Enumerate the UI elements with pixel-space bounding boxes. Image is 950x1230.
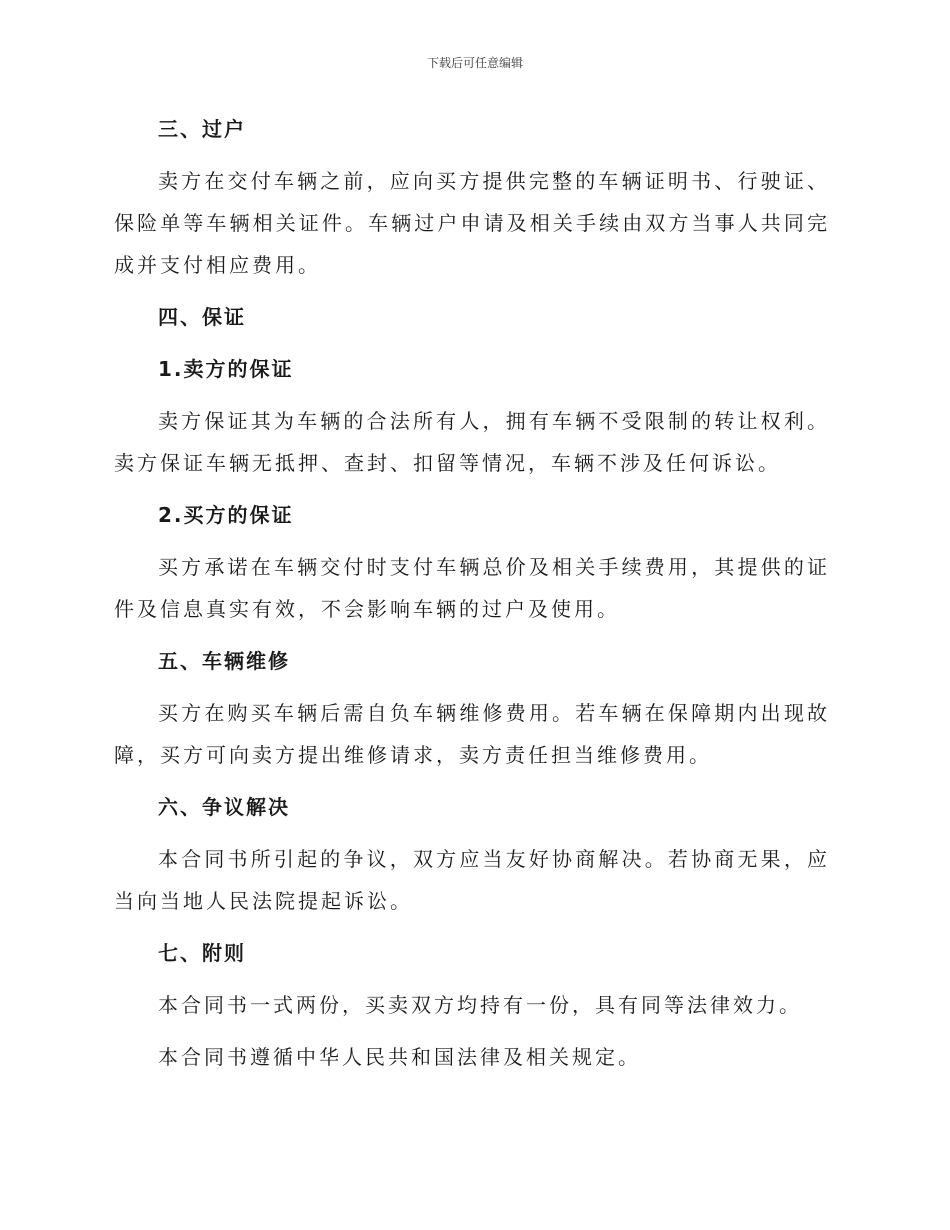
section-heading-maintenance: 五、车辆维修	[158, 649, 290, 673]
paragraph-governing-law: 本合同书遵循中华人民共和国法律及相关规定。	[158, 1045, 641, 1069]
section-heading-transfer: 三、过户	[158, 117, 246, 141]
paragraph-seller-guarantee: 卖方保证其为车辆的合法所有人，拥有车辆不受限制的转让权利。卖方保证车辆无抵押、查封、扣留等情况，车辆不涉及任何诉讼。	[114, 409, 830, 475]
section-heading-guarantee: 四、保证	[158, 305, 246, 329]
subheading-seller-guarantee: 1.卖方的保证	[158, 357, 294, 381]
paragraph-copies: 本合同书一式两份，买卖双方均持有一份，具有同等法律效力。	[158, 993, 802, 1017]
paragraph-transfer: 卖方在交付车辆之前，应向买方提供完整的车辆证明书、行驶证、保险单等车辆相关证件。车辆过户申请及相关手续由双方当事人共同完成并支付相应费用。	[114, 169, 830, 277]
subheading-buyer-guarantee: 2.买方的保证	[158, 503, 294, 527]
paragraph-maintenance: 买方在购买车辆后需自负车辆维修费用。若车辆在保障期内出现故障，买方可向卖方提出维修请求，卖方责任担当维修费用。	[114, 701, 830, 767]
paragraph-dispute: 本合同书所引起的争议，双方应当友好协商解决。若协商无果，应当向当地人民法院提起诉讼。	[114, 847, 830, 913]
document-body	[114, 108, 830, 1088]
section-heading-supplementary: 七、附则	[158, 941, 246, 965]
paragraph-buyer-guarantee: 买方承诺在车辆交付时支付车辆总价及相关手续费用，其提供的证件及信息真实有效，不会影响车辆的过户及使用。	[114, 555, 830, 621]
section-heading-dispute: 六、争议解决	[158, 795, 290, 819]
header-note: 下载后可任意编辑	[426, 56, 523, 70]
